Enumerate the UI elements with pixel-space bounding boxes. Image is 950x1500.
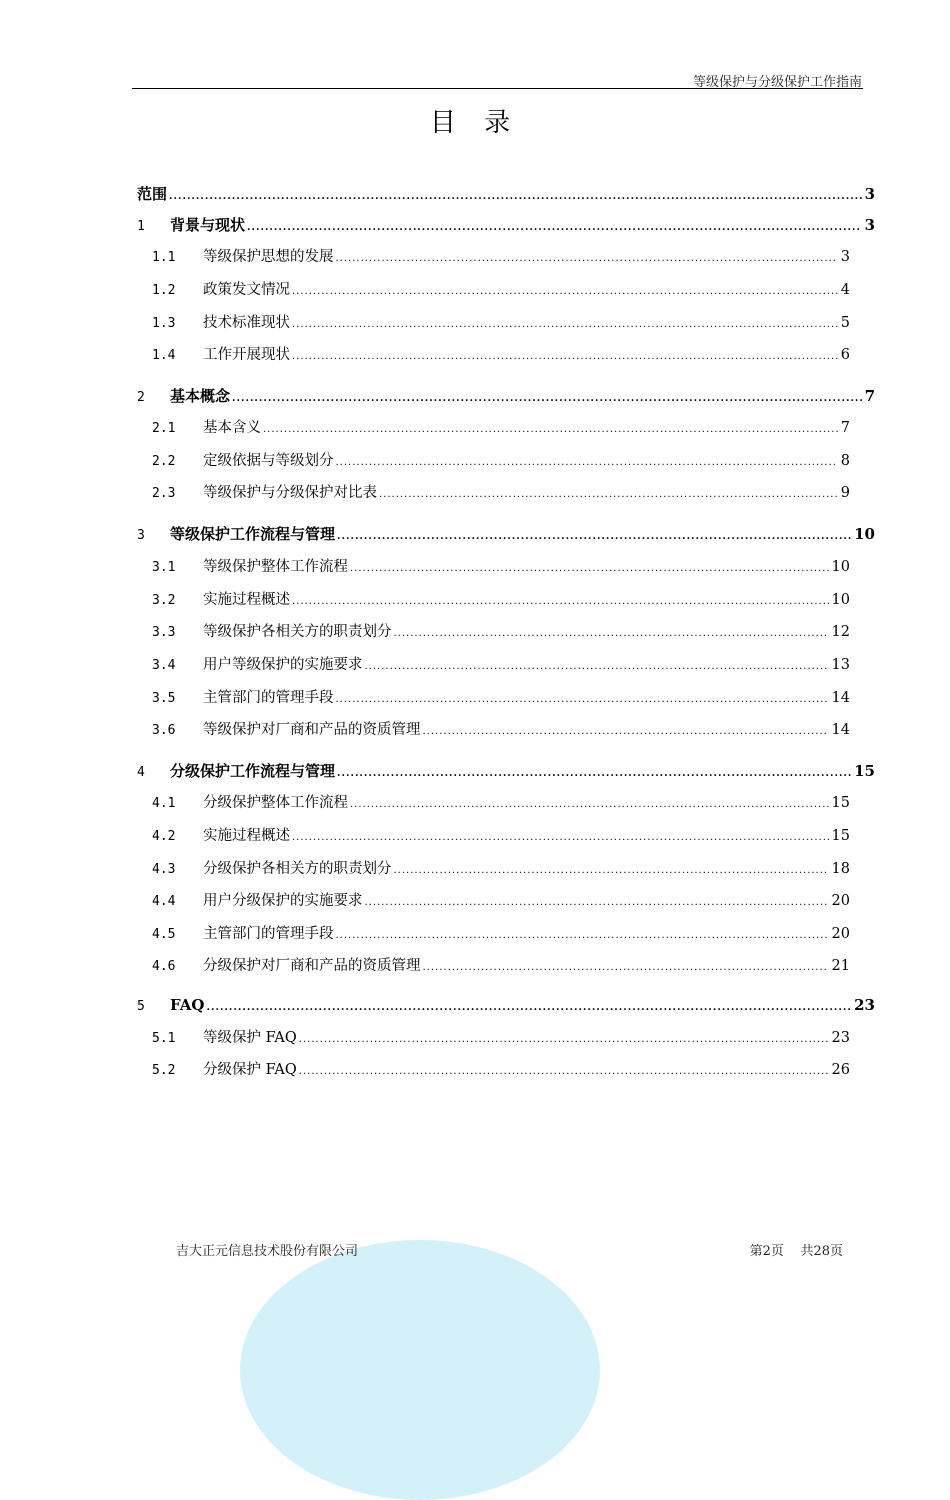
toc-entry-page: 15 <box>854 762 875 780</box>
toc-entry-page: 20 <box>831 893 850 909</box>
decorative-blob <box>240 1240 600 1500</box>
toc-leader-dots <box>336 930 829 941</box>
toc-entry[interactable] <box>152 1058 850 1080</box>
header-divider <box>132 88 863 89</box>
toc-entry[interactable] <box>152 857 850 879</box>
toc-leader-dots <box>423 962 829 973</box>
toc-leader-dots <box>337 531 851 542</box>
toc-leader-dots <box>350 563 829 574</box>
toc-entry-number: 2.2 <box>152 454 176 469</box>
toc-entry-page: 21 <box>831 958 850 974</box>
toc-entry-number: 2 <box>137 390 145 405</box>
toc-entry-page: 4 <box>840 282 850 298</box>
toc-entry-number: 5.1 <box>152 1031 176 1046</box>
toc-entry[interactable] <box>137 523 875 545</box>
toc-entry-number: 4.3 <box>152 862 176 877</box>
toc-entry-page: 10 <box>854 525 875 543</box>
toc-entry-number: 5 <box>137 999 145 1014</box>
toc-entry-label: 用户等级保护的实施要求 <box>203 657 363 673</box>
toc-entry[interactable] <box>152 311 850 333</box>
toc-entry-label: 等级保护工作流程与管理 <box>170 525 336 543</box>
toc-entry-page: 10 <box>831 592 850 608</box>
toc-leader-dots <box>299 1034 829 1045</box>
toc-entry-label: 定级依据与等级划分 <box>203 453 334 469</box>
toc-leader-dots <box>394 628 829 639</box>
toc-entry[interactable] <box>152 1026 850 1048</box>
toc-entry-page: 18 <box>831 861 850 877</box>
toc-entry[interactable] <box>152 449 850 471</box>
toc-leader-dots <box>299 1066 829 1077</box>
toc-leader-dots <box>350 799 829 810</box>
toc-entry[interactable] <box>137 214 875 236</box>
toc-entry[interactable] <box>152 555 850 577</box>
toc-entry[interactable] <box>152 686 850 708</box>
toc-leader-dots <box>292 319 838 330</box>
toc-entry-page: 15 <box>831 828 850 844</box>
toc-entry-label: 范围 <box>137 185 168 203</box>
toc-entry-page: 23 <box>831 1030 850 1046</box>
toc-entry[interactable] <box>152 889 850 911</box>
toc-entry-page: 15 <box>831 795 850 811</box>
toc-entry-page: 6 <box>840 347 850 363</box>
toc-entry[interactable] <box>152 588 850 610</box>
toc-entry-label: 基本含义 <box>203 420 261 436</box>
toc-leader-dots <box>423 726 829 737</box>
toc-entry-page: 23 <box>854 996 875 1014</box>
toc-leader-dots <box>336 457 838 468</box>
toc-entry-page: 20 <box>831 926 850 942</box>
toc-entry-label: 分级保护整体工作流程 <box>203 795 348 811</box>
toc-leader-dots <box>292 351 838 362</box>
toc-entry-label: 等级保护整体工作流程 <box>203 559 348 575</box>
toc-entry[interactable] <box>152 653 850 675</box>
toc-entry-number: 3.2 <box>152 593 176 608</box>
page-title: 目 录 <box>429 108 521 138</box>
toc-entry-number: 4.6 <box>152 959 176 974</box>
toc-entry-label: 政策发文情况 <box>203 282 290 298</box>
toc-entry-page: 14 <box>831 722 850 738</box>
toc-entry-number: 3 <box>137 528 145 543</box>
toc-entry[interactable] <box>152 343 850 365</box>
toc-entry-page: 7 <box>840 420 850 436</box>
toc-entry-label: 等级保护 FAQ <box>203 1030 297 1046</box>
toc-entry-label: 实施过程概述 <box>203 828 290 844</box>
toc-leader-dots <box>263 424 838 435</box>
toc-entry-number: 3.3 <box>152 625 176 640</box>
toc-entry-number: 1 <box>137 219 145 234</box>
toc-entry-page: 13 <box>831 657 850 673</box>
toc-entry-number: 4.1 <box>152 796 176 811</box>
toc-entry-label: 等级保护对厂商和产品的资质管理 <box>203 722 421 738</box>
toc-entry-page: 9 <box>840 485 850 501</box>
toc-entry-label: 分级保护 FAQ <box>203 1062 297 1078</box>
toc-entry-label: 等级保护思想的发展 <box>203 249 334 265</box>
toc-entry-label: 工作开展现状 <box>203 347 290 363</box>
toc-entry[interactable] <box>152 824 850 846</box>
toc-entry-number: 5.2 <box>152 1063 176 1078</box>
toc-entry-page: 12 <box>831 624 850 640</box>
toc-leader-dots <box>365 897 829 908</box>
toc-leader-dots <box>169 191 862 202</box>
toc-entry-number: 2.1 <box>152 421 176 436</box>
toc-entry-page: 10 <box>831 559 850 575</box>
footer-page-number: 第2页 共28页 <box>749 1244 843 1259</box>
toc-entry-label: 分级保护工作流程与管理 <box>170 762 336 780</box>
toc-entry-label: 技术标准现状 <box>203 315 290 331</box>
toc-entry[interactable] <box>152 245 850 267</box>
toc-entry-page: 8 <box>840 453 850 469</box>
toc-leader-dots <box>247 222 862 233</box>
toc-entry-number: 2.3 <box>152 486 176 501</box>
footer-company: 吉大正元信息技术股份有限公司 <box>176 1244 359 1259</box>
toc-entry[interactable] <box>137 760 875 782</box>
toc-entry-label: FAQ <box>170 996 205 1014</box>
toc-entry-label: 分级保护对厂商和产品的资质管理 <box>203 958 421 974</box>
toc-entry-number: 4 <box>137 765 145 780</box>
toc-entry-number: 3.5 <box>152 691 176 706</box>
toc-entry-label: 基本概念 <box>170 387 231 405</box>
toc-entry[interactable] <box>152 718 850 740</box>
toc-entry-label: 主管部门的管理手段 <box>203 690 334 706</box>
toc-entry-label: 实施过程概述 <box>203 592 290 608</box>
toc-entry[interactable] <box>152 278 850 300</box>
toc-leader-dots <box>292 596 829 607</box>
toc-leader-dots <box>365 661 829 672</box>
toc-entry[interactable] <box>152 791 850 813</box>
toc-entry[interactable] <box>137 183 875 205</box>
toc-leader-dots <box>336 253 838 264</box>
toc-entry-page: 14 <box>831 690 850 706</box>
toc-entry-page: 7 <box>864 387 875 405</box>
toc-entry-number: 3.4 <box>152 658 176 673</box>
toc-entry-number: 1.2 <box>152 283 176 298</box>
toc-entry[interactable] <box>137 996 875 1018</box>
toc-leader-dots <box>292 286 838 297</box>
toc-entry-label: 等级保护与分级保护对比表 <box>203 485 377 501</box>
toc-entry-page: 3 <box>864 185 875 203</box>
toc-entry-label: 背景与现状 <box>170 216 246 234</box>
toc-entry[interactable] <box>152 954 850 976</box>
toc-entry-number: 3.6 <box>152 723 176 738</box>
toc-entry-number: 3.1 <box>152 560 176 575</box>
toc-entry-number: 1.3 <box>152 316 176 331</box>
toc-leader-dots <box>206 1002 851 1013</box>
toc-leader-dots <box>292 832 829 843</box>
toc-leader-dots <box>232 393 862 404</box>
toc-entry-page: 3 <box>864 216 875 234</box>
toc-leader-dots <box>336 694 829 705</box>
toc-entry-label: 用户分级保护的实施要求 <box>203 893 363 909</box>
toc-entry-label: 分级保护各相关方的职责划分 <box>203 861 392 877</box>
toc-entry-page: 26 <box>831 1062 850 1078</box>
toc-leader-dots <box>337 768 851 779</box>
running-header: 等级保护与分级保护工作指南 <box>692 75 862 90</box>
toc-entry-number: 1.4 <box>152 348 176 363</box>
toc-entry[interactable] <box>152 416 850 438</box>
toc-entry-page: 5 <box>840 315 850 331</box>
toc-leader-dots <box>394 865 829 876</box>
toc-entry-number: 4.2 <box>152 829 176 844</box>
toc-entry[interactable] <box>137 385 875 407</box>
toc-entry-number: 4.4 <box>152 894 176 909</box>
toc-leader-dots <box>379 489 838 500</box>
toc-entry[interactable] <box>152 481 850 503</box>
toc-entry-page: 3 <box>840 249 850 265</box>
toc-entry[interactable] <box>152 620 850 642</box>
toc-entry-number: 4.5 <box>152 927 176 942</box>
toc-entry-number: 1.1 <box>152 250 176 265</box>
toc-entry-label: 主管部门的管理手段 <box>203 926 334 942</box>
toc-entry-label: 等级保护各相关方的职责划分 <box>203 624 392 640</box>
toc-entry[interactable] <box>152 922 850 944</box>
